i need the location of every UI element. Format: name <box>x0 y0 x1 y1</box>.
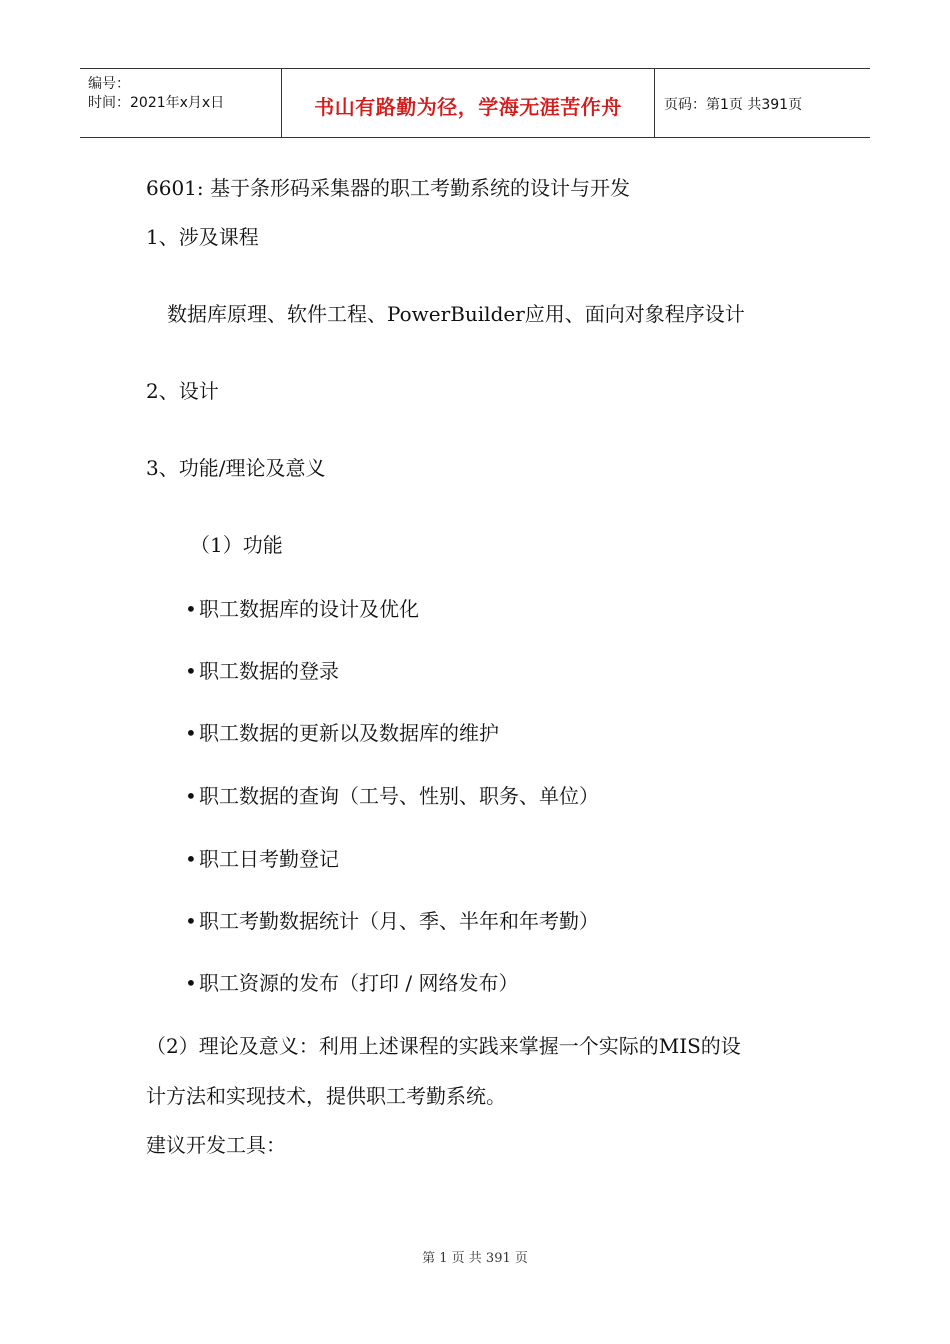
subsection-function-heading: （1）功能 <box>190 533 283 557</box>
bullet-icon: • <box>185 597 197 621</box>
bullet-icon: • <box>185 909 197 933</box>
number-label: 编号： <box>88 76 130 92</box>
list-item: • 职工考勤数据统计（月、季、半年和年考勤） <box>185 909 599 933</box>
page-footer: 第 1 页 共 391 页 <box>422 1251 528 1266</box>
significance-line-2: 计方法和实现技术，提供职工考勤系统。 <box>146 1084 506 1108</box>
list-item: • 职工数据的更新以及数据库的维护 <box>185 721 499 745</box>
section-function-heading: 3、功能/理论及意义 <box>146 456 326 480</box>
motto-text: 书山有路勤为径，学海无涯苦作舟 <box>314 95 622 119</box>
header-page-info: 页码：第1页 共391页 <box>664 97 803 113</box>
tools-heading: 建议开发工具： <box>146 1133 286 1157</box>
date-label: 时间：2021年x月x日 <box>88 95 225 111</box>
list-item: • 职工数据的查询（工号、性别、职务、单位） <box>185 784 599 808</box>
page-header <box>80 68 870 138</box>
list-item: • 职工数据的登录 <box>185 659 339 683</box>
bullet-icon: • <box>185 847 197 871</box>
header-motto-cell <box>282 69 655 137</box>
bullet-icon: • <box>185 971 197 995</box>
bullet-icon: • <box>185 721 197 745</box>
section-design-heading: 2、设计 <box>146 379 219 403</box>
list-item: • 职工数据库的设计及优化 <box>185 597 419 621</box>
bullet-icon: • <box>185 784 197 808</box>
courses-list: 数据库原理、软件工程、PowerBuilder应用、面向对象程序设计 <box>167 302 745 326</box>
document-title: 6601: 基于条形码采集器的职工考勤系统的设计与开发 <box>146 176 630 200</box>
header-meta-cell <box>80 69 282 137</box>
list-item: • 职工资源的发布（打印 / 网络发布） <box>185 971 519 995</box>
section-courses-heading: 1、涉及课程 <box>146 225 259 249</box>
bullet-icon: • <box>185 659 197 683</box>
list-item: • 职工日考勤登记 <box>185 847 339 871</box>
significance-line-1: （2）理论及意义：利用上述课程的实践来掌握一个实际的MIS的设 <box>146 1034 741 1058</box>
